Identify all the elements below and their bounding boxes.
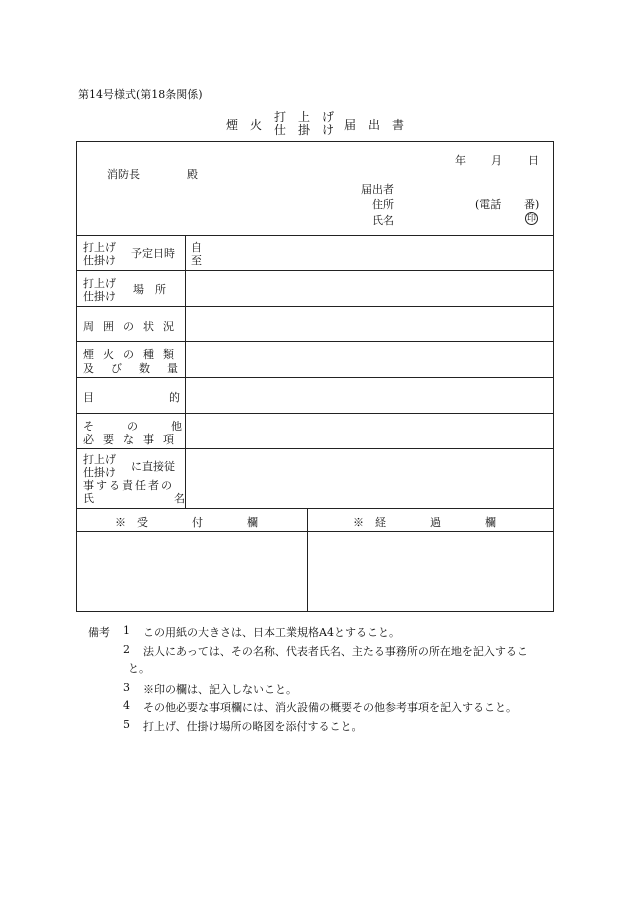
schedule-label-setup: 仕掛け (83, 254, 116, 267)
row-divider (77, 235, 553, 236)
note-text: 法人にあっては、その名称、代表者氏名、主たる事務所の所在地を記入するこ (143, 645, 528, 658)
phone-label-close: 番) (524, 198, 540, 211)
document-title (0, 108, 630, 138)
note-text: 打上げ、仕掛け場所の略図を添付すること。 (143, 720, 363, 733)
phone-label-open: (電話 (475, 198, 502, 211)
fire-chief-label: 消防長 (107, 168, 140, 181)
responsible-direct: に直接従 (131, 460, 175, 473)
quantity-label: 及び数量 (83, 362, 195, 375)
responsible-setup: 仕掛け (83, 466, 116, 479)
row-divider (77, 508, 553, 509)
note-number: 3 (123, 681, 130, 694)
column-divider (307, 508, 308, 612)
reception-column-header: ※ 受 付 欄 (115, 516, 258, 529)
row-divider (77, 270, 553, 271)
necessary-items-label: 必要な事項 (83, 433, 183, 446)
note-number: 4 (123, 699, 130, 712)
date-year: 年 (455, 154, 466, 167)
form-table (76, 141, 554, 612)
date-month: 月 (491, 154, 502, 167)
row-divider (77, 413, 553, 414)
date-day: 日 (528, 154, 539, 167)
note-text-continued: と。 (128, 662, 150, 675)
place-label-launch: 打上げ (83, 277, 116, 290)
row-divider (77, 448, 553, 449)
place-label-setup: 仕掛け (83, 290, 116, 303)
row-divider (77, 531, 553, 532)
schedule-label-launch: 打上げ (83, 241, 116, 254)
title-setup: 仕 掛 け (274, 123, 335, 137)
note-number: 1 (123, 624, 130, 637)
title-fireworks: 煙 火 (226, 118, 263, 132)
row-divider (77, 341, 553, 342)
schedule-to: 至 (191, 254, 202, 267)
schedule-from: 自 (191, 241, 202, 254)
title-launch: 打 上 げ (274, 110, 335, 124)
seal-icon: 印 (526, 214, 536, 224)
address-label: 住所 (372, 198, 394, 211)
note-text: その他必要な事項欄には、消火設備の概要その他参考事項を記入すること。 (143, 701, 517, 714)
notes-label: 備考 (88, 626, 110, 639)
name-label: 氏名 (372, 214, 394, 227)
honorific: 殿 (187, 168, 198, 181)
title-notification: 届 出 書 (344, 118, 405, 132)
responsible-name: 氏名 (83, 492, 265, 505)
place-label: 場 所 (133, 283, 166, 296)
row-divider (77, 306, 553, 307)
kinds-label: 煙火の種類 (83, 348, 183, 361)
responsible-launch: 打上げ (83, 453, 116, 466)
purpose-label: 目的 (83, 391, 255, 404)
form-number: 第14号様式(第18条関係) (78, 88, 203, 101)
notifier-label: 届出者 (361, 183, 394, 196)
responsible-person: 事する責任者の (83, 479, 174, 492)
row-divider (77, 377, 553, 378)
note-text: この用紙の大きさは、日本工業規格A4とすること。 (143, 626, 400, 639)
note-number: 5 (123, 718, 130, 731)
surroundings-label: 周囲の状況 (83, 320, 183, 333)
other-label: その他 (83, 420, 215, 433)
progress-column-header: ※ 経 過 欄 (353, 516, 496, 529)
schedule-label-datetime: 予定日時 (131, 247, 175, 260)
note-number: 2 (123, 643, 130, 656)
note-text: ※印の欄は、記入しないこと。 (143, 683, 297, 696)
